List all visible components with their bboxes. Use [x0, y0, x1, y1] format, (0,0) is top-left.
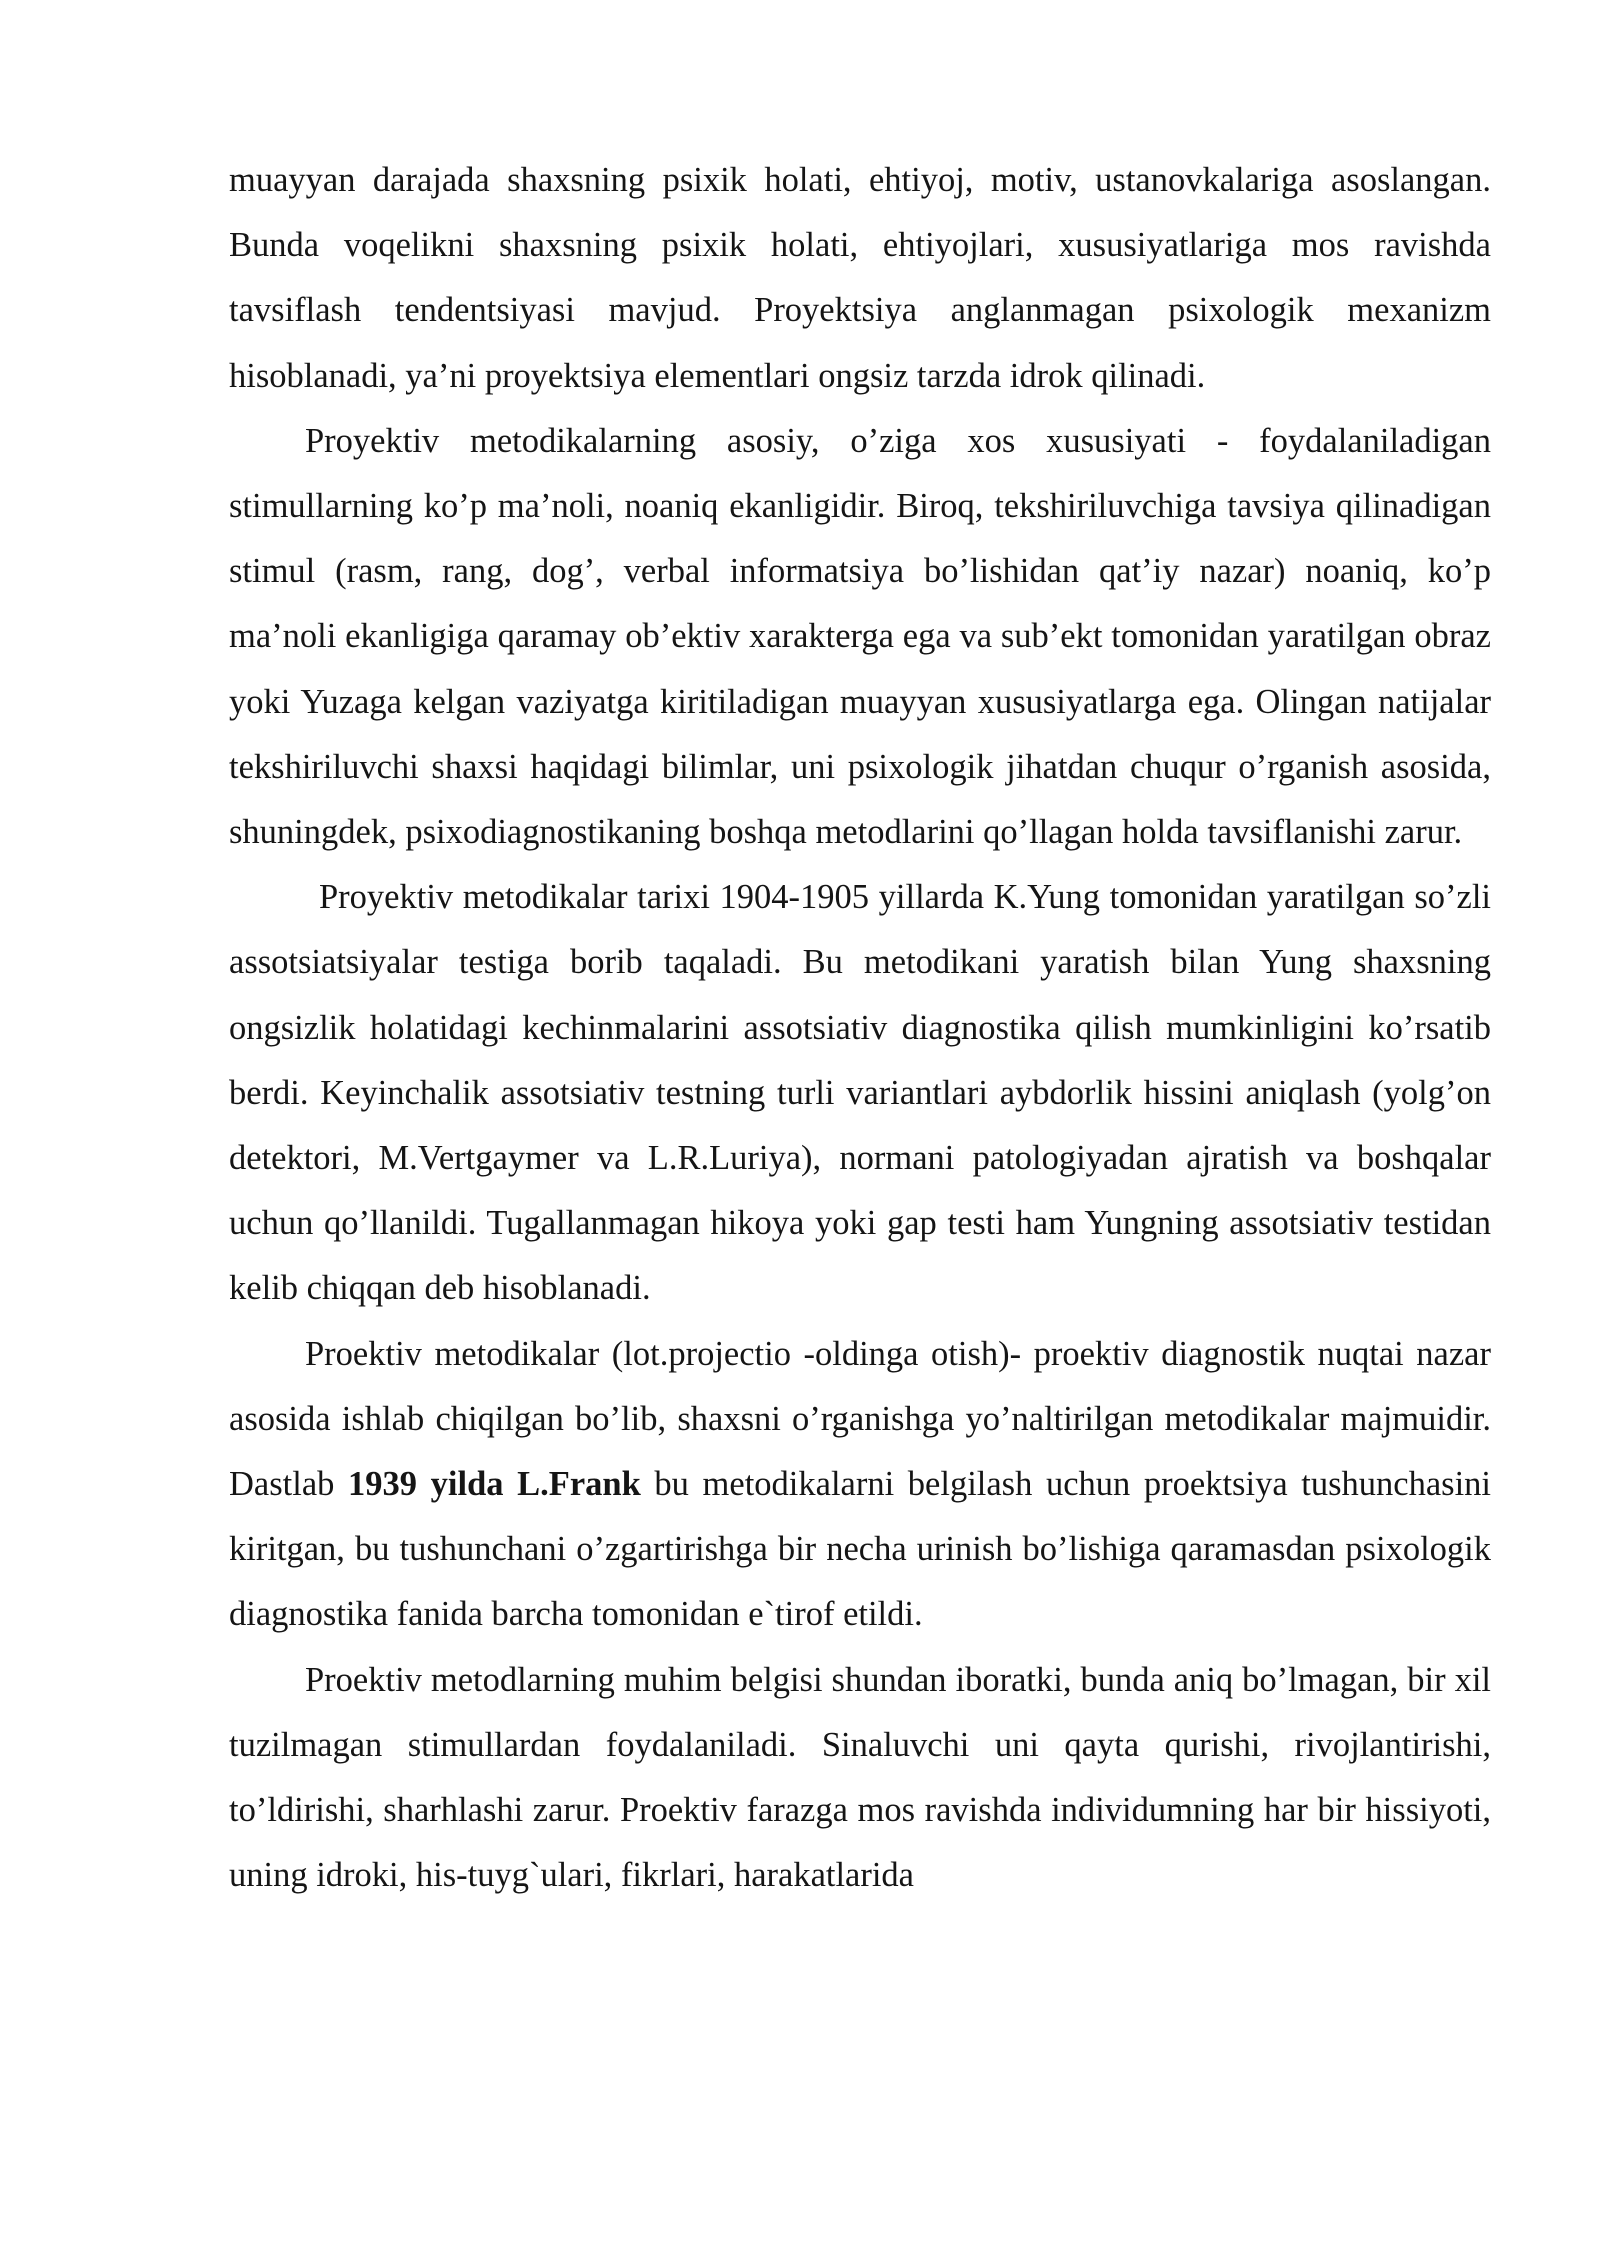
paragraph-4-text-start: Proektiv metodikalar (lot.projectio -oldinga otish)- proektiv diagnostik nuqtai nazar asosida ishlab chiqilgan bo’lib, shaxsni o’rganishga yo’naltirilgan metodikalar majmuidir. Dastlab: [229, 1334, 1491, 1504]
paragraph-5: Proektiv metodlarning muhim belgisi shundan iboratki, bunda aniq bo’lmagan, bir xil tuzilmagan stimullardan foydalaniladi. Sinaluvchi uni qayta qurishi, rivojlantirishi, to’ldirishi, sharhlashi zarur. Proektiv farazga mos ravishda individumning har bir hissiyoti, uning idroki, his-tuyg`ulari, fikrlari, harakatlarida: [229, 1660, 1491, 1895]
paragraph-4-bold-text: 1939 yilda L.Frank: [348, 1465, 641, 1504]
paragraph-2: Proyektiv metodikalarning asosiy, o’ziga xos xususiyati - foydalaniladigan stimullarning ko’p ma’noli, noaniq ekanligidir. Biroq, tekshiriluvchiga tavsiya qilinadigan stimul (rasm, rang, dog’, verbal informatsiya bo’lishidan qat’iy nazar) noaniq, ko’p ma’noli ekanligiga qaramay ob’ektiv xarakterga ega va sub’ekt tomonidan yaratilgan obraz yoki Yuzaga kelgan vaziyatga kiritiladigan muayyan xususiyatlarga ega. Olingan natijalar tekshiriluvchi shaxsi haqidagi bilimlar, uni psixologik jihatdan chuqur o’rganish asosida, shuningdek, psixodiagnostikaning boshqa metodlarini qo’llagan holda tavsiflanishi zarur.: [229, 421, 1491, 852]
paragraph-4: [229, 1322, 1491, 1648]
body-text: [229, 148, 1491, 1908]
paragraph-3: Proyektiv metodikalar tarixi 1904-1905 yillarda K.Yung tomonidan yaratilgan so’zli assotsiatsiyalar testiga borib taqaladi. Bu metodikani yaratish bilan Yung shaxsning ongsizlik holatidagi kechinmalarini assotsiativ diagnostika qilish mumkinligini ko’rsatib berdi. Keyinchalik assotsiativ testning turli variantlari aybdorlik hissini aniqlash (yolg’on detektori, M.Vertgaymer va L.R.Luriya), normani patologiyadan ajratish va boshqalar uchun qo’llanildi. Tugallanmagan hikoya yoki gap testi ham Yungning assotsiativ testidan kelib chiqqan deb hisoblanadi.: [229, 878, 1491, 1308]
paragraph-1: muayyan darajada shaxsning psixik holati, ehtiyoj, motiv, ustanovkalariga asoslangan. Bunda voqelikni shaxsning psixik holati, ehtiyojlari, xususiyatlariga mos ravishda tavsiflash tendentsiyasi mavjud. Proyektsiya anglanmagan psixologik mexanizm hisoblanadi, ya’ni proyektsiya elementlari ongsiz tarzda idrok qilinadi.: [229, 161, 1491, 395]
paragraph-4-text-end: bu metodikalarni belgilash uchun proektsiya tushunchasini kiritgan, bu tushunchani o’zgartirishga bir necha urinish bo’lishiga qaramasdan psixologik diagnostika fanida barcha tomonidan e`tirof etildi.: [229, 1465, 1491, 1634]
